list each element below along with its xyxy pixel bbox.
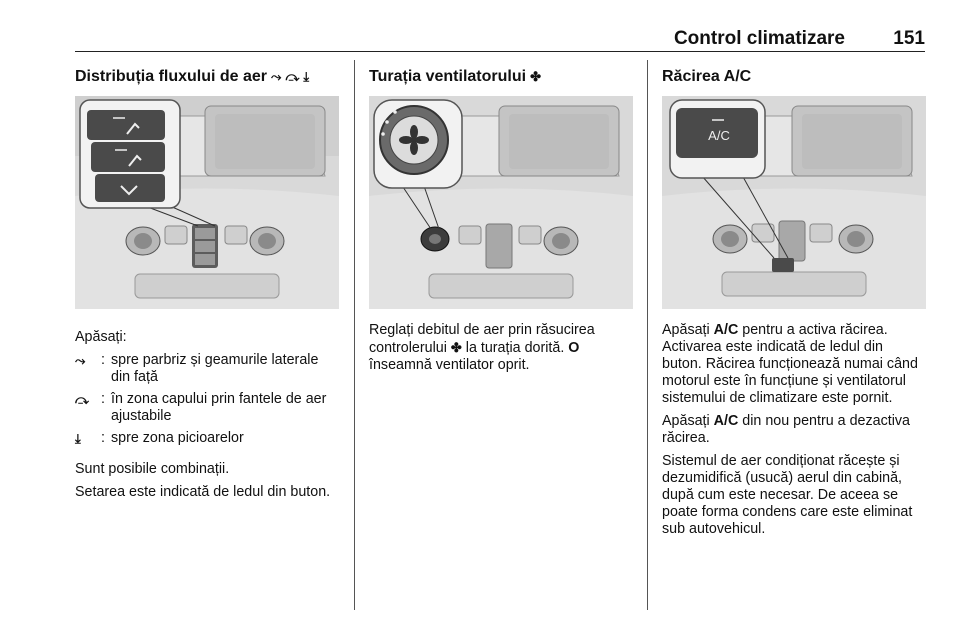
dashboard-photo-fan <box>369 96 633 309</box>
fan-speed-section <box>369 66 633 380</box>
section-title: Turația ventilatorului ✤ <box>369 68 541 85</box>
page-header <box>75 28 925 52</box>
ac-button-illustration <box>662 96 926 309</box>
column-divider <box>354 60 355 610</box>
ac-label: A/C <box>713 322 739 338</box>
page-number: 151 <box>893 28 925 49</box>
paragraph: Sunt posibile combinații. <box>75 461 230 477</box>
paragraph: Apăsați A/C din nou pentru a dezactiva răcirea. <box>662 413 910 446</box>
ac-cooling-section <box>662 66 926 544</box>
intro-text: Apăsați: <box>75 329 127 345</box>
ac-label: A/C <box>713 413 739 429</box>
paragraph: Reglați debitul de aer prin răsucirea controlerului ✤ la turația dorită. O înseamnă ventilator oprit. <box>369 322 595 373</box>
head-vents-icon: ⤼ <box>285 69 300 84</box>
section-body <box>75 329 339 501</box>
paragraph: Apăsați A/C pentru a activa răcirea. Activarea este indicată de ledul din buton. Răcirea funcționează numai când motorul este în funcțiune și ventilatorul sistemului de climatizare este pornit. <box>662 322 918 406</box>
paragraph: Setarea este indicată de ledul din buton. <box>75 484 331 500</box>
definition-text: spre zona picioarelor <box>111 430 244 446</box>
airflow-buttons-illustration <box>75 96 339 309</box>
off-symbol: O <box>568 340 580 356</box>
paragraph: Sistemul de aer condiționat răcește și dezumidifică (usucă) aerul din cabină, după cum este necesar. De aceea se poate forma condens care este eliminat sub autovehicul. <box>662 453 913 537</box>
definition-text: în zona capului prin fantele de aer ajustabile <box>111 391 327 424</box>
section-title: Distribuția fluxului de aer ⤳ ⤼ ⤓ <box>75 68 310 85</box>
fan-control-illustration <box>369 96 633 309</box>
section-title: Răcirea A/C <box>662 68 752 85</box>
section-body <box>662 322 926 538</box>
airflow-distribution-section <box>75 66 339 507</box>
definition-row: ⤼ : în zona capului prin fantele de aer ajustabile <box>75 391 339 425</box>
definition-text: spre parbriz și geamurile laterale din față <box>111 352 319 385</box>
section-body <box>369 322 633 374</box>
definition-row: ⤓ : spre zona picioarelor <box>75 430 339 447</box>
footwell-icon: ⤓ <box>75 431 81 446</box>
ac-button-label: A/C <box>708 128 730 143</box>
page-title: Control climatizare <box>673 28 845 49</box>
windscreen-side-windows-icon: ⤳ <box>75 353 86 368</box>
dashboard-photo-airflow <box>75 96 339 309</box>
windscreen-side-windows-icon: ⤳ <box>271 69 282 84</box>
column-divider <box>647 60 648 610</box>
fan-icon: ✤ <box>530 69 541 84</box>
footwell-icon: ⤓ <box>303 69 310 84</box>
definition-row: ⤳ : spre parbriz și geamurile laterale din față <box>75 352 339 386</box>
fan-icon: ✤ <box>450 340 462 355</box>
dashboard-photo-ac <box>662 96 926 309</box>
head-vents-icon: ⤼ <box>75 392 89 407</box>
